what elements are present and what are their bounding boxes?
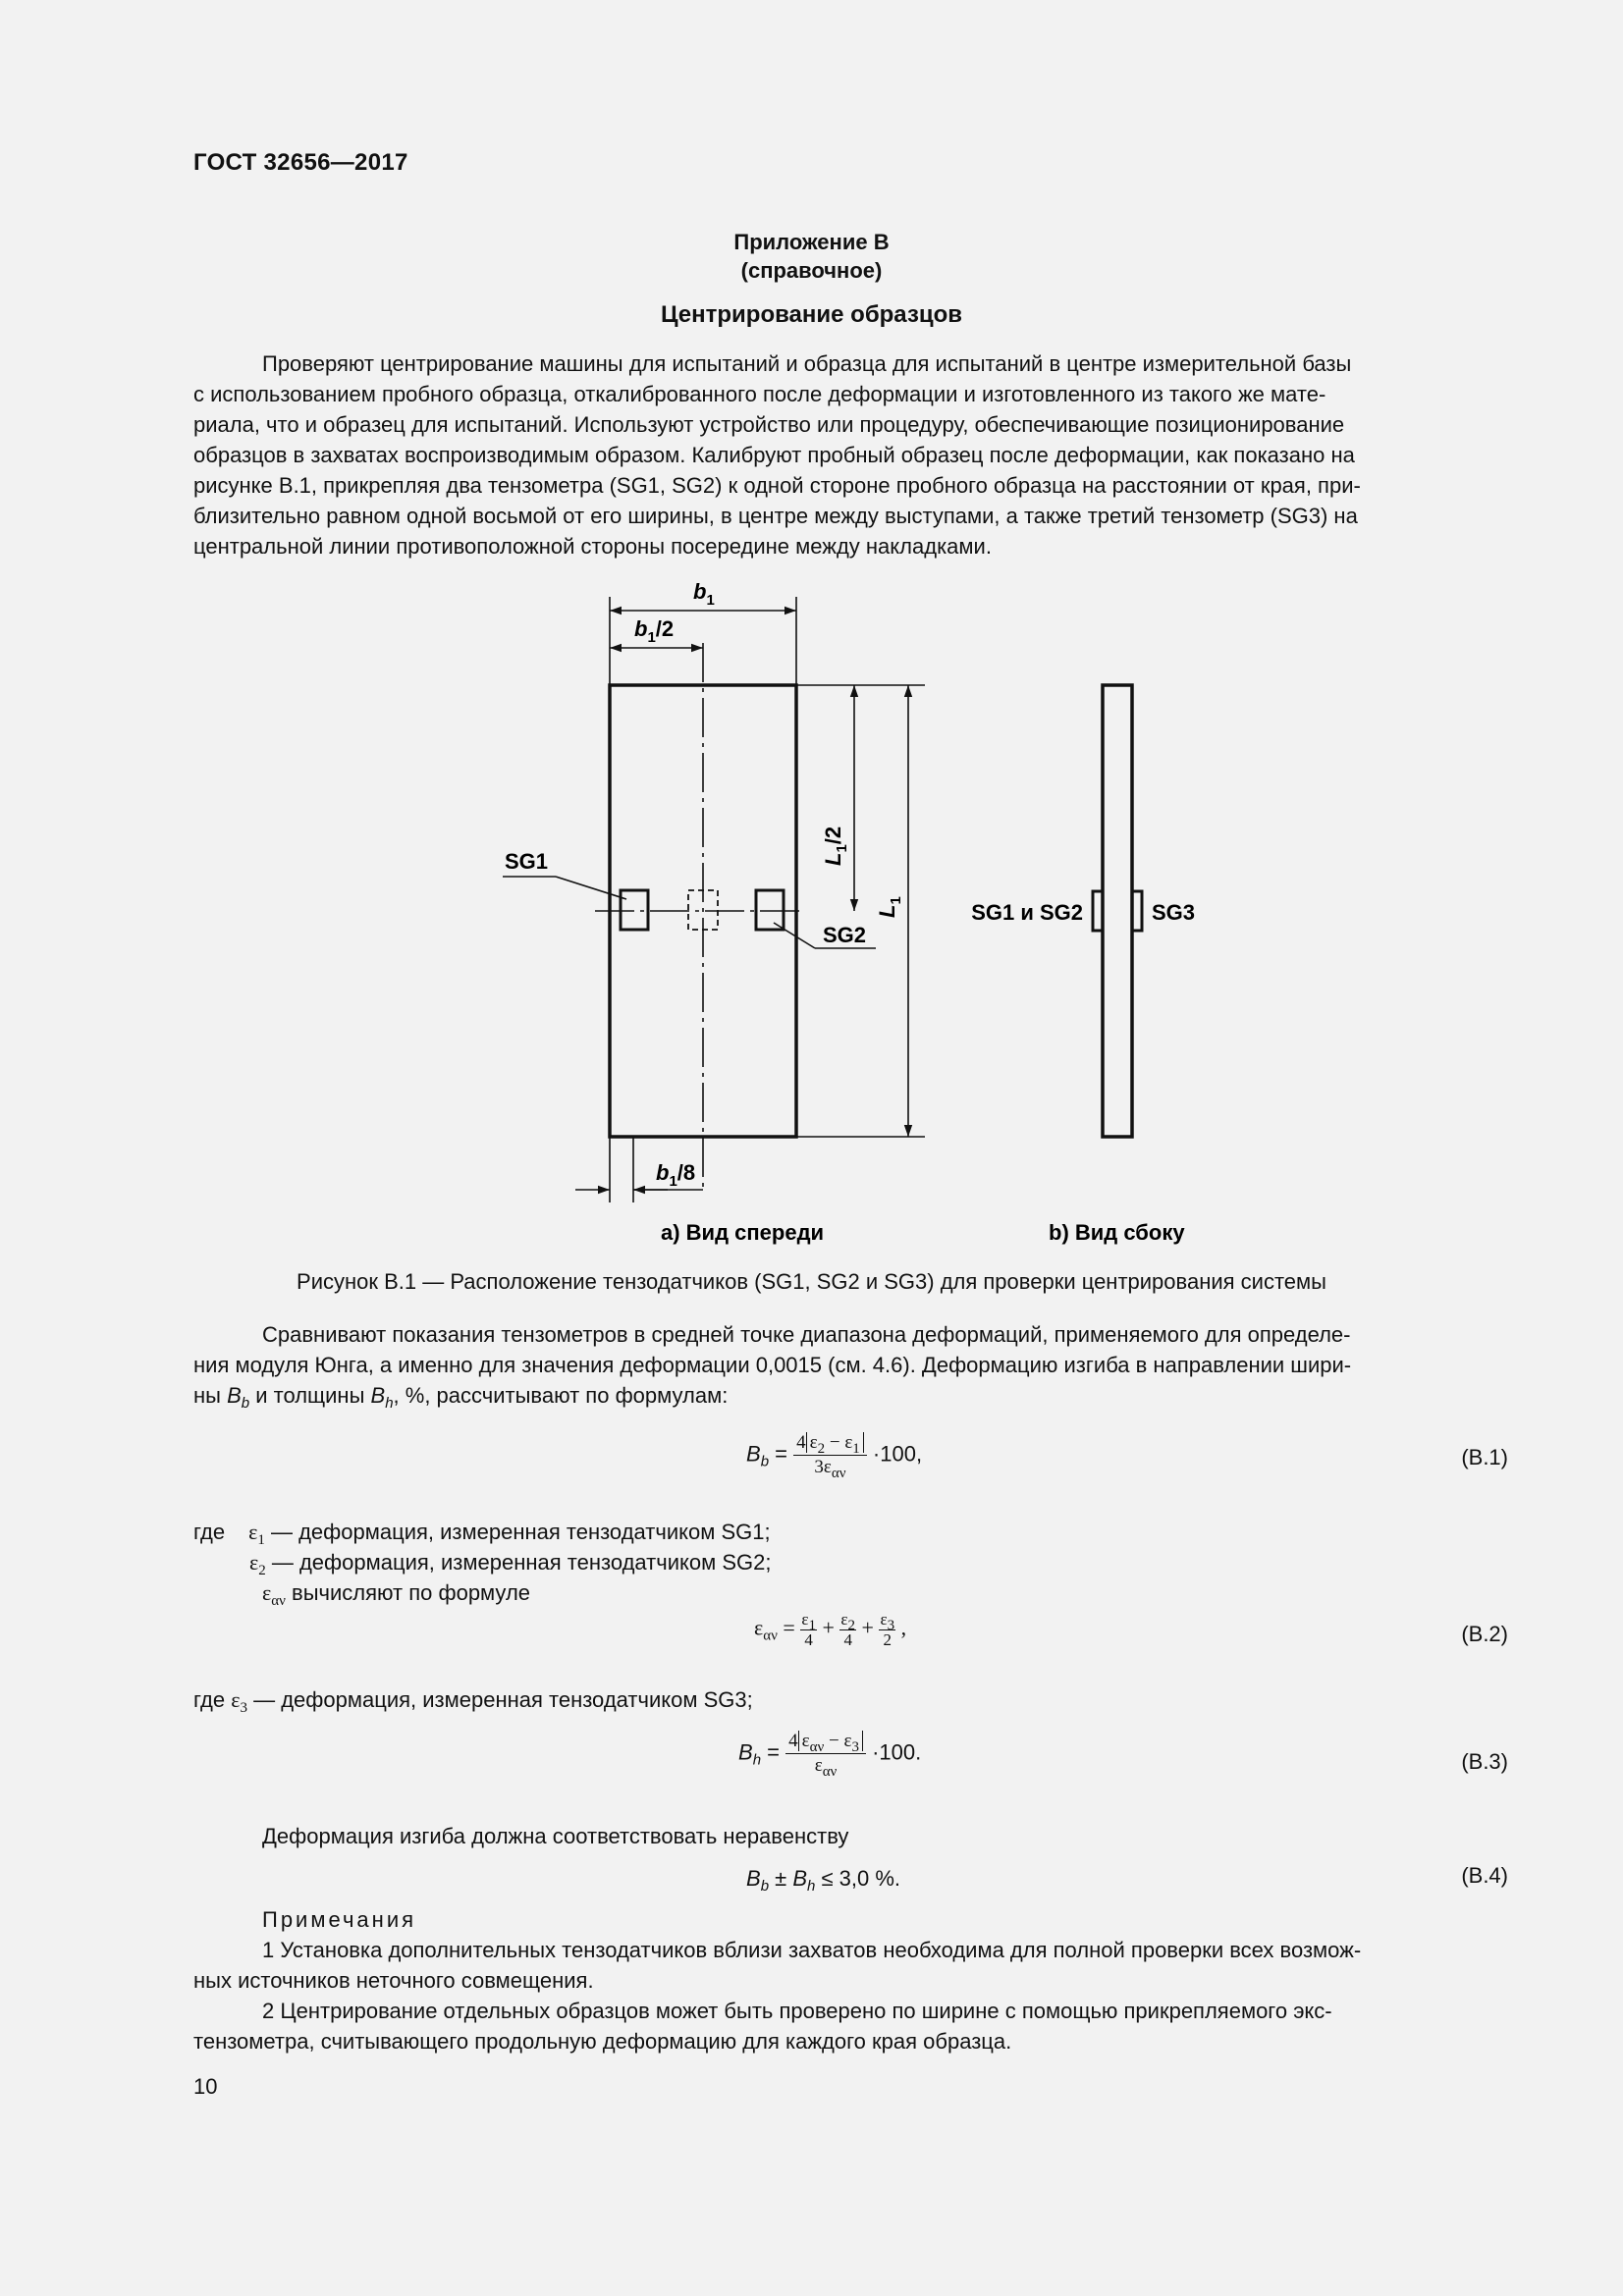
- eq1-fraction: $\frac{4 \varepsilon_2 - \varepsilon_1}{3\varepsilon_{\alpha\nu}}$: [793, 1431, 867, 1479]
- view-a-caption: а) Вид спереди: [661, 1220, 825, 1245]
- appendix-kind: (справочное): [740, 258, 883, 283]
- b1-half-label: $b_1/2$: [634, 616, 675, 646]
- L1-half-label: $L_1/2$: [821, 826, 850, 866]
- intro-line: рисунке В.1, прикрепляя два тензометра (SG1, SG2) к одной стороне пробного образца на расстоянии от края, при-: [193, 473, 1361, 498]
- intro-line: Проверяют центрирование машины для испытаний и образца для испытаний в центре измерительной базы: [262, 351, 1352, 376]
- where-block-1: где $\varepsilon_1$ — деформация, измеренная тензодатчиком SG1; $\varepsilon_2$ — деформация, измеренная тензодатчиком SG2; $\varepsilon_{\alpha\nu}$ вычисляют по формуле: [193, 1520, 772, 1609]
- view-b-caption: b) Вид сбоку: [1049, 1220, 1185, 1245]
- notes-title: Примечания: [262, 1907, 417, 1932]
- sg1-sg2-label: SG1 и SG2: [971, 900, 1083, 925]
- side-view-specimen: [1103, 685, 1132, 1137]
- equation-b4-number: (В.4): [1461, 1863, 1508, 1888]
- inequality-intro: Деформация изгиба должна соответствовать неравенству: [262, 1824, 849, 1848]
- L1-label: $L_1$: [875, 896, 904, 918]
- equation-b4: $B_b \pm B_h \le 3,0$ %.: [746, 1866, 901, 1895]
- sg1-label: SG1: [505, 849, 549, 874]
- section-title: Центрирование образцов: [660, 301, 963, 328]
- compare-line: ны $B_b$ и толщины $B_h$, %, рассчитывают по формулам:: [193, 1383, 729, 1412]
- side-gauge-left: [1093, 891, 1103, 931]
- sg3-label: SG3: [1152, 900, 1196, 925]
- page-number: 10: [193, 2074, 218, 2099]
- sg1-gauge: [621, 890, 648, 930]
- intro-line: образцов в захватах воспроизводимым образом. Калибруют пробный образец после деформации, как показано на: [193, 443, 1355, 467]
- figure-caption: Рисунок В.1 — Расположение тензодатчиков (SG1, SG2 и SG3) для проверки центрирования системы: [297, 1269, 1326, 1294]
- appendix-title: Приложение В: [733, 230, 890, 254]
- note-2-cont: тензометра, считывающего продольную деформацию для каждого края образца.: [193, 2029, 1012, 2054]
- equation-b3-number: (В.3): [1461, 1749, 1508, 1774]
- sg2-leader: [774, 923, 815, 948]
- intro-line: риала, что и образец для испытаний. Используют устройство или процедуру, обеспечивающие позиционирование: [193, 412, 1345, 437]
- note-2: 2 Центрирование отдельных образцов может быть проверено по ширине с помощью прикрепляемого экс-: [262, 1999, 1332, 2023]
- intro-line: с использованием пробного образца, откалиброванного после деформации и изготовленного из такого же мате-: [193, 382, 1326, 406]
- equation-b1: $B_b$ = $\frac{4 \varepsilon_2 - \varepsilon_1}{3\varepsilon_{\alpha\nu}}$ ·100,: [746, 1432, 923, 1481]
- sg2-gauge: [756, 890, 784, 930]
- equation-b2: $\varepsilon_{\alpha\nu}$ = $\frac{\varepsilon_1}{4}$ + $\frac{\varepsilon_2}{4}$ + $\frac{\varepsilon_3}{2}$ ,: [754, 1610, 907, 1649]
- intro-line: центральной линии противоположной стороны посередине между накладками.: [193, 534, 992, 559]
- intro-line: близительно равном одной восьмой от его ширины, в центре между выступами, а также третий тензометр (SG3) на: [193, 504, 1358, 528]
- compare-paragraph: [193, 1319, 1508, 1411]
- where-block-2: где $\varepsilon_3$ — деформация, измеренная тензодатчиком SG3;: [193, 1687, 753, 1716]
- sg2-label: SG2: [823, 923, 867, 947]
- compare-line: Сравнивают показания тензометров в средней точке диапазона деформаций, применяемого для определе-: [262, 1322, 1351, 1347]
- side-gauge-right: [1132, 891, 1142, 931]
- equation-b1-number: (В.1): [1461, 1445, 1508, 1469]
- note-1: 1 Установка дополнительных тензодатчиков вблизи захватов необходима для полной проверки всех возмож-: [262, 1938, 1362, 1962]
- document-code: ГОСТ 32656—2017: [193, 149, 408, 176]
- compare-line: ния модуля Юнга, а именно для значения деформации 0,0015 (см. 4.6). Деформацию изгиба в направлении шири-: [193, 1353, 1352, 1377]
- notes-block: [193, 1904, 1508, 2056]
- equation-b2-number: (В.2): [1461, 1622, 1508, 1646]
- b1-eighth-label: $b_1/8$: [656, 1160, 696, 1190]
- sg1-leader: [556, 877, 626, 899]
- equation-b3: $B_h$ = $\frac{4 \varepsilon_{\alpha\nu} - \varepsilon_3}{\varepsilon_{\alpha\nu}}$ ·100.: [738, 1731, 922, 1780]
- b1-label: $b_1$: [693, 579, 715, 609]
- note-1-cont: ных источников неточного совмещения.: [193, 1968, 594, 1993]
